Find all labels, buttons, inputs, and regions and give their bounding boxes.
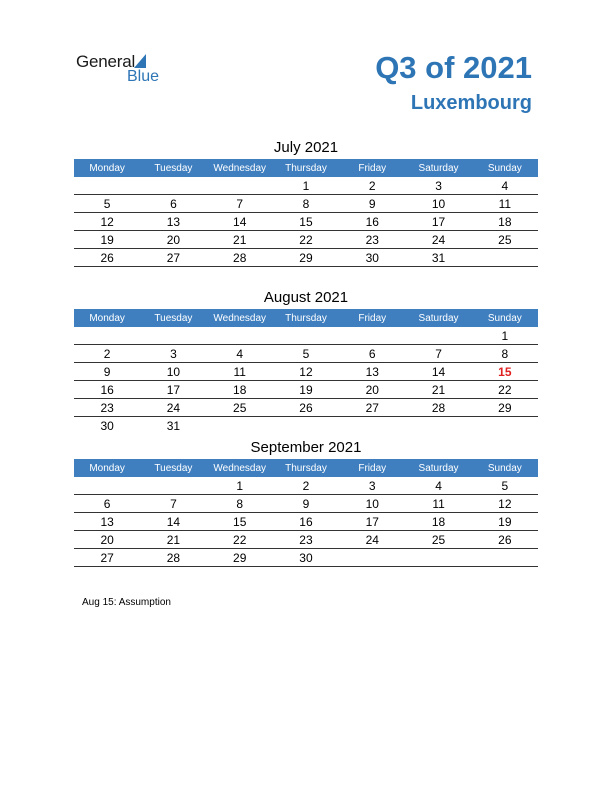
week-row: [74, 345, 538, 363]
day-cell: [472, 549, 538, 567]
day-cell: 14: [140, 513, 206, 531]
week-row: [74, 381, 538, 399]
day-cell: 20: [140, 231, 206, 249]
week-row: [74, 327, 538, 345]
day-cell: [74, 477, 140, 495]
day-cell: 16: [74, 381, 140, 399]
day-cell: 26: [472, 531, 538, 549]
week-row: [74, 399, 538, 417]
day-cell: [339, 549, 405, 567]
week-row: [74, 549, 538, 567]
weekday-header: Wednesday: [207, 159, 273, 177]
month-september: [74, 437, 538, 567]
day-cell: 12: [273, 363, 339, 381]
day-cell: 10: [140, 363, 206, 381]
day-cell: 30: [273, 549, 339, 567]
day-cell: [472, 249, 538, 267]
day-cell: [207, 417, 273, 435]
day-cell: 17: [339, 513, 405, 531]
day-cell: 21: [140, 531, 206, 549]
day-cell: 31: [405, 249, 471, 267]
month-august: [74, 287, 538, 434]
weekday-header: Sunday: [472, 159, 538, 177]
month-title: September 2021: [250, 439, 362, 456]
weekday-header: Saturday: [405, 459, 471, 477]
day-cell: 29: [273, 249, 339, 267]
day-cell: 27: [74, 549, 140, 567]
weekday-header: Monday: [74, 309, 140, 327]
day-cell: 19: [273, 381, 339, 399]
week-row: [74, 249, 538, 267]
day-cell: 24: [405, 231, 471, 249]
day-cell: 20: [74, 531, 140, 549]
day-cell: 21: [207, 231, 273, 249]
weekday-header: Sunday: [472, 309, 538, 327]
day-cell: 27: [140, 249, 206, 267]
day-cell: 17: [405, 213, 471, 231]
day-cell: 13: [74, 513, 140, 531]
day-cell: 22: [273, 231, 339, 249]
day-cell: 25: [405, 531, 471, 549]
day-cell: 24: [339, 531, 405, 549]
day-cell: [140, 177, 206, 195]
weekday-header: Monday: [74, 459, 140, 477]
calendar-table: [74, 459, 538, 567]
weekday-header: Friday: [339, 309, 405, 327]
day-cell: 29: [207, 549, 273, 567]
day-cell: 8: [207, 495, 273, 513]
day-cell: 1: [273, 177, 339, 195]
weekday-header: Tuesday: [140, 159, 206, 177]
weekday-header: Wednesday: [207, 309, 273, 327]
day-cell: 9: [273, 495, 339, 513]
month-title: August 2021: [263, 289, 349, 306]
month-july: [74, 137, 538, 267]
day-cell: 7: [140, 495, 206, 513]
day-cell: 31: [166, 418, 181, 433]
logo-blue-text: Blue: [127, 68, 160, 85]
day-cell: [339, 417, 405, 435]
day-cell: [273, 417, 339, 435]
day-cell: [140, 327, 206, 345]
day-cell: 22: [472, 381, 538, 399]
day-cell: 2: [74, 345, 140, 363]
day-cell: 19: [472, 513, 538, 531]
day-cell: [405, 417, 471, 435]
weekday-header: Wednesday: [207, 459, 273, 477]
logo-flag-icon: [134, 54, 146, 68]
day-cell: 28: [405, 399, 471, 417]
day-cell: [405, 327, 471, 345]
day-cell: 2: [273, 477, 339, 495]
day-cell: 29: [472, 399, 538, 417]
day-cell: 9: [339, 195, 405, 213]
week-row: [74, 417, 538, 435]
day-cell: 25: [207, 399, 273, 417]
day-cell: 10: [405, 195, 471, 213]
day-cell: 11: [207, 363, 273, 381]
day-cell: 5: [74, 195, 140, 213]
day-cell: 18: [405, 513, 471, 531]
day-cell: 5: [273, 345, 339, 363]
day-cell: 6: [140, 195, 206, 213]
weekday-header: Thursday: [273, 309, 339, 327]
day-cell: 7: [207, 195, 273, 213]
day-cell: 30: [339, 249, 405, 267]
day-cell: 16: [339, 213, 405, 231]
day-cell: 10: [339, 495, 405, 513]
day-cell: [74, 177, 140, 195]
day-cell: 23: [273, 531, 339, 549]
day-cell: [339, 327, 405, 345]
day-cell: 26: [74, 249, 140, 267]
weekday-header: Saturday: [405, 309, 471, 327]
day-cell: 2: [339, 177, 405, 195]
weekday-header: Tuesday: [140, 459, 206, 477]
day-cell: 4: [207, 345, 273, 363]
week-row: [74, 177, 538, 195]
day-cell: 11: [405, 495, 471, 513]
weekday-header: Thursday: [273, 159, 339, 177]
day-cell: [207, 327, 273, 345]
weekday-header: Thursday: [273, 459, 339, 477]
week-row: [74, 531, 538, 549]
day-cell: 13: [339, 363, 405, 381]
day-cell: 8: [273, 195, 339, 213]
day-cell: 8: [472, 345, 538, 363]
day-cell: 28: [207, 249, 273, 267]
day-cell: 6: [74, 495, 140, 513]
day-cell: 3: [140, 345, 206, 363]
day-cell: 1: [207, 477, 273, 495]
day-cell: 17: [140, 381, 206, 399]
day-cell: 30: [100, 418, 114, 433]
weekday-header: Tuesday: [140, 309, 206, 327]
week-row: [74, 195, 538, 213]
day-cell: 13: [140, 213, 206, 231]
logo: [76, 52, 176, 92]
day-cell: 21: [405, 381, 471, 399]
week-row: [74, 513, 538, 531]
day-cell: 18: [472, 213, 538, 231]
day-cell: 4: [405, 477, 471, 495]
day-cell: 12: [74, 213, 140, 231]
day-cell: [472, 417, 538, 435]
day-cell: 3: [339, 477, 405, 495]
week-row: [74, 363, 538, 381]
week-row: [74, 213, 538, 231]
day-cell: 23: [74, 399, 140, 417]
weekday-header: Sunday: [472, 459, 538, 477]
day-cell: 23: [339, 231, 405, 249]
day-cell: 11: [472, 195, 538, 213]
week-row: [74, 477, 538, 495]
day-cell: 18: [207, 381, 273, 399]
weekday-header: Monday: [74, 159, 140, 177]
day-cell: 25: [472, 231, 538, 249]
day-cell: [207, 177, 273, 195]
day-cell: 5: [472, 477, 538, 495]
day-cell: 12: [472, 495, 538, 513]
weekday-header: Friday: [339, 459, 405, 477]
holiday-note: Aug 15: Assumption: [82, 597, 171, 608]
day-cell: 15: [273, 213, 339, 231]
day-cell: [273, 327, 339, 345]
day-cell: 16: [273, 513, 339, 531]
logo-general-text: General: [76, 52, 136, 71]
calendar-table: [74, 309, 538, 434]
day-cell: 28: [140, 549, 206, 567]
day-cell: 6: [339, 345, 405, 363]
day-cell: 15: [207, 513, 273, 531]
week-row: [74, 495, 538, 513]
day-cell: 9: [74, 363, 140, 381]
day-cell: 20: [339, 381, 405, 399]
page-title: Q3 of 2021: [375, 50, 532, 85]
day-cell: [405, 549, 471, 567]
country-name: Luxembourg: [410, 92, 532, 114]
day-cell: 26: [273, 399, 339, 417]
month-title: July 2021: [273, 139, 339, 156]
day-cell: 27: [339, 399, 405, 417]
day-cell: 19: [74, 231, 140, 249]
day-cell: 3: [405, 177, 471, 195]
day-cell: 15: [472, 363, 538, 381]
day-cell: 22: [207, 531, 273, 549]
calendar-table: [74, 159, 538, 267]
day-cell: 7: [405, 345, 471, 363]
day-cell: 14: [207, 213, 273, 231]
week-row: [74, 231, 538, 249]
weekday-header: Friday: [339, 159, 405, 177]
day-cell: 14: [405, 363, 471, 381]
day-cell: [74, 327, 140, 345]
day-cell: 24: [140, 399, 206, 417]
day-cell: 4: [472, 177, 538, 195]
day-cell: [140, 477, 206, 495]
weekday-header: Saturday: [405, 159, 471, 177]
day-cell: 1: [472, 327, 538, 345]
